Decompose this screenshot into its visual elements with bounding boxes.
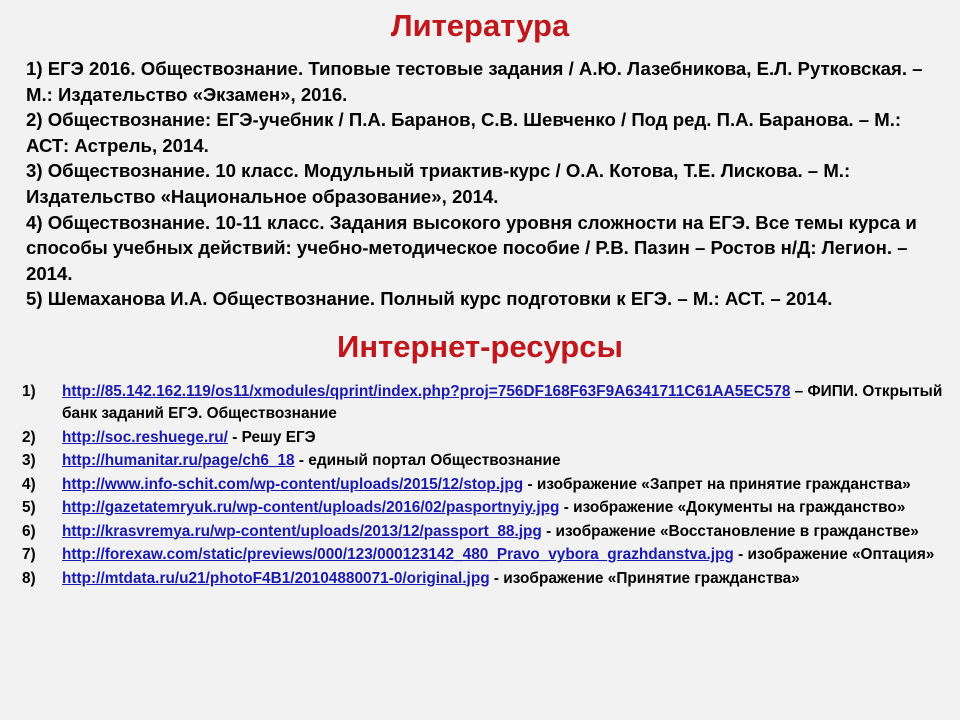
resource-link[interactable]: http://www.info-schit.com/wp-content/uploads/2015/12/stop.jpg [62,475,524,493]
resources-list [22,381,952,591]
resource-item [22,521,952,543]
resource-number: 5) [22,499,36,516]
resource-item [22,544,952,566]
resource-description: - единый портал Обществознание [298,452,561,469]
resource-description: – ФИПИ. Открытый банк заданий ЕГЭ. Обществознание [62,383,943,422]
resource-description: - изображение «Восстановление в гражданстве» [546,522,919,540]
resource-number: 1) [22,383,36,400]
resource-link[interactable]: http://humanitar.ru/page/ch6_18 [62,452,295,469]
resource-number: 4) [22,475,36,493]
literature-title: Литература [390,8,570,43]
literature-item: 3) Обществознание. 10 класс. Модульный триактив-курс / О.А. Котова, Т.Е. Лискова. – М.: Издательство «Национальное образование», 2014. [26,160,851,207]
resource-description: - изображение «Оптация» [738,546,935,563]
resource-item [22,497,952,519]
resource-description: - изображение «Документы на гражданство» [563,499,906,516]
resource-link[interactable]: http://mtdata.ru/u21/photoF4B1/20104880071-0/original.jpg [62,569,490,587]
resource-item [22,427,952,449]
literature-item: 5) Шемаханова И.А. Обществознание. Полный курс подготовки к ЕГЭ. – М.: АСТ. – 2014. [26,288,833,310]
resource-description: - изображение «Запрет на принятие гражданства» [527,475,911,493]
resource-link[interactable]: http://85.142.162.119/os11/xmodules/qprint/index.php?proj=756DF168F63F9A6341711C61AA5EC578 [62,383,791,400]
literature-item: 2) Обществознание: ЕГЭ-учебник / П.А. Баранов, С.В. Шевченко / Под ред. П.А. Баранова. – М.: АСТ: Астрель, 2014. [26,109,902,156]
literature-item: 4) Обществознание. 10-11 класс. Задания высокого уровня сложности на ЕГЭ. Все темы курса и способы учебных действий: учебно-методическое пособие / Р.В. Пазин – Ростов н/Д: Легион. – 2014. [26,211,917,284]
literature-item: 1) ЕГЭ 2016. Обществознание. Типовые тестовые задания / А.Ю. Лазебникова, Е.Л. Рутковская. – М.: Издательство «Экзамен», 2016. [26,58,923,105]
resource-number: 8) [22,569,36,587]
resources-title: Интернет-ресурсы [337,329,623,364]
resource-number: 7) [22,546,36,563]
resource-item [22,381,952,425]
resource-link[interactable]: http://soc.reshuege.ru/ [62,428,228,446]
resource-link[interactable]: http://forexaw.com/static/previews/000/123/000123142_480_Pravo_vybora_grazhdanstva.jpg [62,546,734,563]
resource-link[interactable]: http://krasvremya.ru/wp-content/uploads/2013/12/passport_88.jpg [62,522,542,540]
resource-item [22,474,952,496]
literature-list [26,56,938,312]
resource-item [22,450,952,472]
resource-description: - Решу ЕГЭ [232,428,316,446]
resource-description: - изображение «Принятие гражданства» [493,569,800,587]
resource-number: 3) [22,452,36,469]
resource-number: 2) [22,428,36,446]
resource-number: 6) [22,522,36,540]
resource-item [22,568,952,590]
resource-link[interactable]: http://gazetatemryuk.ru/wp-content/uploads/2016/02/pasportnyiy.jpg [62,499,560,516]
